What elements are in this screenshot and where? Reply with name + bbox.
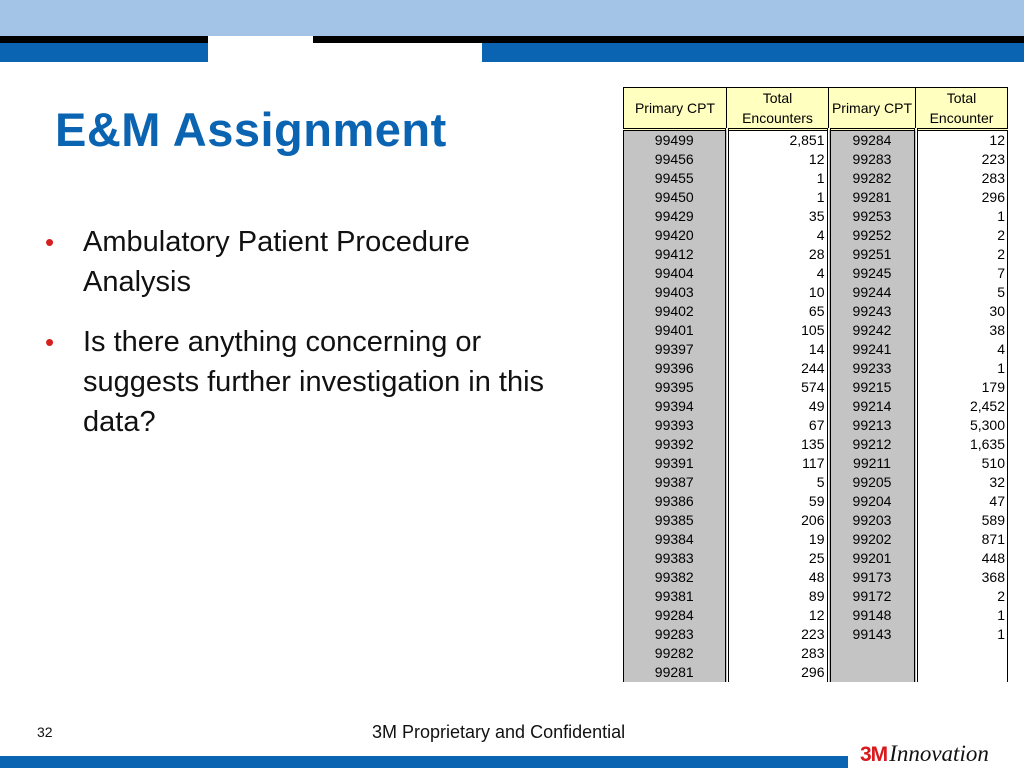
header-rule-right xyxy=(313,36,1024,43)
cell-primary-cpt-2: 99203 xyxy=(829,511,916,530)
cell-total-encounter-2: 32 xyxy=(916,473,1008,492)
table-row xyxy=(624,378,1008,397)
cell-primary-cpt-2: 99281 xyxy=(829,188,916,207)
table-row xyxy=(624,568,1008,587)
cell-total-encounters: 14 xyxy=(727,340,829,359)
cell-primary-cpt: 99455 xyxy=(624,169,727,188)
cell-total-encounter-2: 1 xyxy=(916,606,1008,625)
table-row xyxy=(624,130,1008,151)
cell-primary-cpt-2: 99205 xyxy=(829,473,916,492)
table-row xyxy=(624,549,1008,568)
bullet-item xyxy=(40,322,580,442)
cell-total-encounter-2: 1 xyxy=(916,625,1008,644)
table-row xyxy=(624,530,1008,549)
slide-title: E&M Assignment xyxy=(55,103,447,156)
cell-primary-cpt-2: 99233 xyxy=(829,359,916,378)
cell-primary-cpt: 99396 xyxy=(624,359,727,378)
cell-primary-cpt: 99403 xyxy=(624,283,727,302)
table-row xyxy=(624,302,1008,321)
table-row xyxy=(624,264,1008,283)
cell-primary-cpt: 99392 xyxy=(624,435,727,454)
cell-primary-cpt: 99429 xyxy=(624,207,727,226)
cell-primary-cpt-2: 99213 xyxy=(829,416,916,435)
table-row xyxy=(624,492,1008,511)
cell-primary-cpt-2 xyxy=(829,644,916,663)
table-row xyxy=(624,226,1008,245)
cell-total-encounters: 4 xyxy=(727,226,829,245)
cell-primary-cpt-2: 99241 xyxy=(829,340,916,359)
cell-primary-cpt: 99283 xyxy=(624,625,727,644)
table-row xyxy=(624,587,1008,606)
cell-total-encounter-2: 5 xyxy=(916,283,1008,302)
table-row xyxy=(624,188,1008,207)
cell-primary-cpt-2: 99172 xyxy=(829,587,916,606)
cell-total-encounters: 59 xyxy=(727,492,829,511)
column-header-primary-cpt-2: Primary CPT xyxy=(829,88,916,130)
cell-primary-cpt: 99395 xyxy=(624,378,727,397)
cell-total-encounters: 1 xyxy=(727,188,829,207)
table-row xyxy=(624,454,1008,473)
cell-primary-cpt-2: 99252 xyxy=(829,226,916,245)
cell-total-encounter-2: 296 xyxy=(916,188,1008,207)
cpt-encounter-table xyxy=(623,87,1008,682)
cell-total-encounters: 67 xyxy=(727,416,829,435)
table-row xyxy=(624,397,1008,416)
cell-primary-cpt: 99412 xyxy=(624,245,727,264)
cell-total-encounter-2: 1 xyxy=(916,207,1008,226)
table-row xyxy=(624,340,1008,359)
footer-confidential: 3M Proprietary and Confidential xyxy=(372,722,626,742)
cell-total-encounters: 25 xyxy=(727,549,829,568)
page-number: 32 xyxy=(37,724,53,740)
cell-primary-cpt: 99420 xyxy=(624,226,727,245)
table-row xyxy=(624,644,1008,663)
cell-total-encounters: 135 xyxy=(727,435,829,454)
cell-primary-cpt-2: 99214 xyxy=(829,397,916,416)
cell-primary-cpt-2: 99215 xyxy=(829,378,916,397)
column-header-total-encounters: Total Encounters xyxy=(727,88,829,130)
cell-total-encounter-2: 7 xyxy=(916,264,1008,283)
cell-total-encounter-2: 448 xyxy=(916,549,1008,568)
cell-total-encounter-2: 4 xyxy=(916,340,1008,359)
cell-total-encounters: 12 xyxy=(727,606,829,625)
cell-primary-cpt-2: 99283 xyxy=(829,150,916,169)
cell-primary-cpt: 99281 xyxy=(624,663,727,682)
table-row xyxy=(624,663,1008,682)
cell-total-encounters: 35 xyxy=(727,207,829,226)
cell-total-encounter-2: 223 xyxy=(916,150,1008,169)
cell-total-encounters: 117 xyxy=(727,454,829,473)
cell-total-encounters: 49 xyxy=(727,397,829,416)
table-row xyxy=(624,245,1008,264)
cell-primary-cpt-2: 99244 xyxy=(829,283,916,302)
cell-primary-cpt-2: 99204 xyxy=(829,492,916,511)
cell-primary-cpt-2 xyxy=(829,663,916,682)
table-row xyxy=(624,435,1008,454)
cell-primary-cpt-2: 99201 xyxy=(829,549,916,568)
cell-primary-cpt: 99393 xyxy=(624,416,727,435)
cell-primary-cpt: 99456 xyxy=(624,150,727,169)
cell-total-encounter-2: 1,635 xyxy=(916,435,1008,454)
cell-primary-cpt: 99386 xyxy=(624,492,727,511)
cell-primary-cpt-2: 99243 xyxy=(829,302,916,321)
bullet-icon: • xyxy=(45,327,55,357)
table-body xyxy=(624,130,1008,683)
header-band-blue-right xyxy=(482,43,1024,62)
column-header-total-encounter-2: Total Encounter xyxy=(916,88,1008,130)
cell-total-encounters: 10 xyxy=(727,283,829,302)
brand-logo xyxy=(860,741,989,767)
footer-band-blue xyxy=(0,756,848,768)
table-row xyxy=(624,169,1008,188)
cell-total-encounter-2: 2,452 xyxy=(916,397,1008,416)
cell-primary-cpt: 99382 xyxy=(624,568,727,587)
cell-primary-cpt: 99381 xyxy=(624,587,727,606)
cell-total-encounter-2: 1 xyxy=(916,359,1008,378)
cell-primary-cpt: 99391 xyxy=(624,454,727,473)
cell-primary-cpt: 99383 xyxy=(624,549,727,568)
cell-total-encounter-2: 589 xyxy=(916,511,1008,530)
cell-primary-cpt: 99450 xyxy=(624,188,727,207)
cell-total-encounter-2 xyxy=(916,663,1008,682)
header-rule-left xyxy=(0,36,208,43)
cell-total-encounters: 574 xyxy=(727,378,829,397)
cell-total-encounters: 206 xyxy=(727,511,829,530)
cell-total-encounters: 89 xyxy=(727,587,829,606)
table-row xyxy=(624,150,1008,169)
bullet-text: Is there anything concerning or suggests further investigation in this data? xyxy=(83,326,545,438)
cell-primary-cpt-2: 99211 xyxy=(829,454,916,473)
cell-primary-cpt-2: 99284 xyxy=(829,130,916,151)
cell-total-encounters: 48 xyxy=(727,568,829,587)
cell-primary-cpt: 99402 xyxy=(624,302,727,321)
cell-primary-cpt-2: 99253 xyxy=(829,207,916,226)
table-row xyxy=(624,321,1008,340)
cell-total-encounter-2: 179 xyxy=(916,378,1008,397)
cell-total-encounters: 5 xyxy=(727,473,829,492)
table-header-row xyxy=(624,88,1008,130)
cell-primary-cpt-2: 99143 xyxy=(829,625,916,644)
cell-total-encounter-2: 2 xyxy=(916,587,1008,606)
cell-primary-cpt: 99499 xyxy=(624,130,727,151)
bullet-item xyxy=(40,222,580,302)
cell-primary-cpt-2: 99173 xyxy=(829,568,916,587)
cell-primary-cpt: 99384 xyxy=(624,530,727,549)
logo-mark: 3M xyxy=(860,743,888,766)
cell-total-encounter-2: 2 xyxy=(916,226,1008,245)
cell-total-encounter-2: 283 xyxy=(916,169,1008,188)
cell-total-encounter-2: 368 xyxy=(916,568,1008,587)
cell-total-encounter-2: 12 xyxy=(916,130,1008,151)
table-row xyxy=(624,207,1008,226)
cell-total-encounter-2: 2 xyxy=(916,245,1008,264)
cell-primary-cpt-2: 99282 xyxy=(829,169,916,188)
cell-primary-cpt: 99282 xyxy=(624,644,727,663)
cell-primary-cpt-2: 99202 xyxy=(829,530,916,549)
cell-primary-cpt-2: 99212 xyxy=(829,435,916,454)
table-row xyxy=(624,416,1008,435)
table-row xyxy=(624,473,1008,492)
cell-total-encounters: 283 xyxy=(727,644,829,663)
cell-total-encounters: 2,851 xyxy=(727,130,829,151)
cell-primary-cpt: 99387 xyxy=(624,473,727,492)
cell-primary-cpt-2: 99245 xyxy=(829,264,916,283)
cell-total-encounters: 4 xyxy=(727,264,829,283)
table-row xyxy=(624,359,1008,378)
header-band-blue-left xyxy=(0,43,208,62)
cell-total-encounters: 296 xyxy=(727,663,829,682)
cell-total-encounters: 65 xyxy=(727,302,829,321)
cell-total-encounter-2: 30 xyxy=(916,302,1008,321)
cell-primary-cpt: 99385 xyxy=(624,511,727,530)
column-header-primary-cpt: Primary CPT xyxy=(624,88,727,130)
cell-total-encounter-2: 871 xyxy=(916,530,1008,549)
cell-total-encounter-2: 38 xyxy=(916,321,1008,340)
cell-primary-cpt: 99404 xyxy=(624,264,727,283)
bullet-list xyxy=(40,222,580,462)
bullet-text: Ambulatory Patient Procedure Analysis xyxy=(83,226,470,298)
cell-total-encounters: 105 xyxy=(727,321,829,340)
table-row xyxy=(624,511,1008,530)
cell-total-encounter-2: 47 xyxy=(916,492,1008,511)
cell-total-encounters: 19 xyxy=(727,530,829,549)
cell-primary-cpt-2: 99148 xyxy=(829,606,916,625)
table-row xyxy=(624,625,1008,644)
cell-primary-cpt-2: 99242 xyxy=(829,321,916,340)
table-row xyxy=(624,283,1008,302)
logo-wordmark: Innovation xyxy=(889,741,989,766)
cell-total-encounters: 223 xyxy=(727,625,829,644)
cell-primary-cpt-2: 99251 xyxy=(829,245,916,264)
cell-primary-cpt: 99394 xyxy=(624,397,727,416)
cell-primary-cpt: 99284 xyxy=(624,606,727,625)
cell-total-encounters: 244 xyxy=(727,359,829,378)
cell-total-encounter-2: 5,300 xyxy=(916,416,1008,435)
cell-primary-cpt: 99401 xyxy=(624,321,727,340)
cell-total-encounter-2: 510 xyxy=(916,454,1008,473)
table-row xyxy=(624,606,1008,625)
bullet-icon: • xyxy=(45,227,55,257)
cell-total-encounters: 1 xyxy=(727,169,829,188)
cell-total-encounters: 12 xyxy=(727,150,829,169)
cell-total-encounters: 28 xyxy=(727,245,829,264)
cell-primary-cpt: 99397 xyxy=(624,340,727,359)
cell-total-encounter-2 xyxy=(916,644,1008,663)
header-band-light xyxy=(0,0,1024,36)
